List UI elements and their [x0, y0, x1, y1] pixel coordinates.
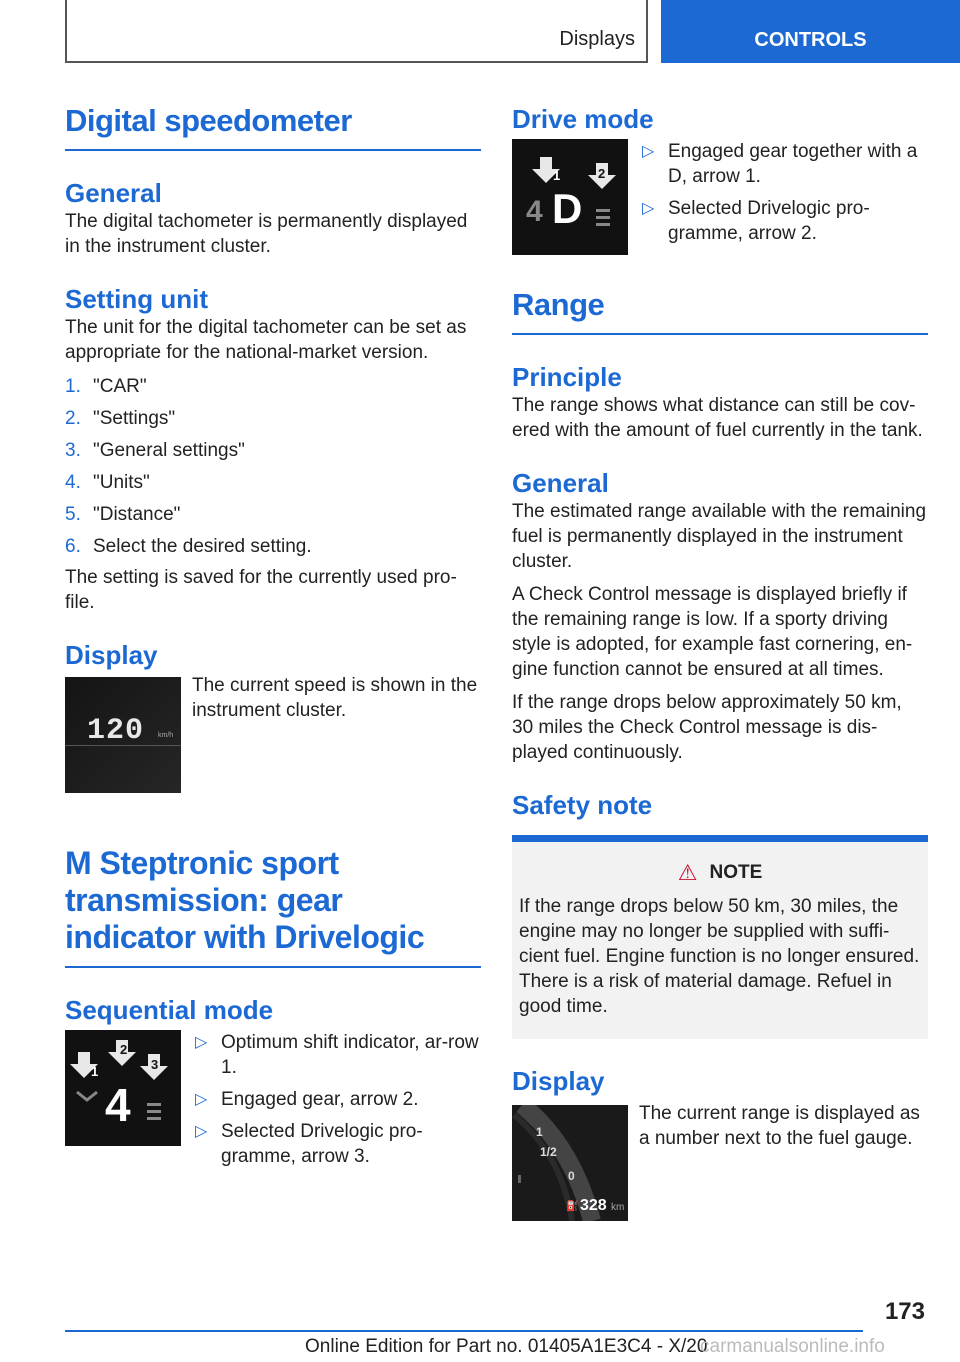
- step-text: Select the desired setting.: [93, 536, 312, 557]
- footer-watermark[interactable]: carmanualsonline.info: [700, 1336, 885, 1357]
- list-item: [65, 467, 481, 499]
- digital-speedometer-title: Digital speedometer: [65, 95, 481, 151]
- range-general-paragraph-3: If the range drops below approximately 50 km, 30 miles the Check Control message is dis‐played continuously.: [512, 692, 902, 763]
- display-heading: Display: [65, 640, 158, 670]
- list-item: [65, 531, 481, 563]
- principle-heading: Principle: [512, 362, 622, 392]
- left-column: [65, 95, 481, 1176]
- step-number: 1.: [65, 376, 81, 397]
- note-top-bar: [512, 835, 928, 842]
- general-paragraph: The digital tachometer is permanently displayed in the instrument cluster.: [65, 211, 468, 257]
- arrow-label-1: 1: [553, 168, 561, 183]
- drive-mode-figure-row: [512, 139, 928, 255]
- drive-mode-letter: D: [552, 185, 583, 232]
- note-box: [512, 842, 928, 1039]
- bullet-text: Optimum shift indicator, ar‐row 1.: [221, 1032, 479, 1078]
- display-paragraph: The current speed is shown in the instrument cluster.: [192, 675, 478, 721]
- triangle-bullet-icon: ▷: [642, 143, 655, 160]
- list-item: [65, 435, 481, 467]
- sequential-mode-heading: Sequential mode: [65, 995, 274, 1025]
- list-item: [65, 371, 481, 403]
- step-number: 3.: [65, 440, 81, 461]
- step-text: "CAR": [93, 376, 147, 397]
- range-display-figure-row: [512, 1105, 928, 1221]
- triangle-bullet-icon: ▷: [195, 1123, 208, 1140]
- drive-mode-image: [512, 139, 628, 255]
- arrow-label-1: 1: [91, 1064, 99, 1079]
- footer-edition: Online Edition for Part no. 01405A1E3C4 - X/20: [305, 1336, 708, 1357]
- gear-number: 4: [526, 195, 543, 228]
- header-section: Displays: [559, 28, 635, 50]
- step-number: 2.: [65, 408, 81, 429]
- sequential-gear-image: [65, 1030, 181, 1146]
- step-text: "Units": [93, 472, 150, 493]
- safety-note-heading: Safety note: [512, 790, 653, 820]
- arrow-label-2: 2: [120, 1042, 128, 1057]
- speed-unit: km/h: [158, 732, 174, 739]
- footer-divider: [65, 1330, 863, 1332]
- triangle-bullet-icon: ▷: [642, 200, 655, 217]
- step-number: 4.: [65, 472, 81, 493]
- range-title: Range: [512, 279, 928, 335]
- fuel-gauge-image: [512, 1105, 628, 1221]
- m-steptronic-title: M Steptronic sport transmission: gear indicator with Drivelogic: [65, 837, 481, 968]
- speed-display-image: [65, 677, 181, 793]
- step-text: "Settings": [93, 408, 176, 429]
- range-display-heading: Display: [512, 1066, 605, 1096]
- principle-paragraph: The range shows what distance can still be cov‐ered with the amount of fuel currently in the tank.: [512, 395, 923, 441]
- arrow-label-3: 3: [151, 1057, 159, 1072]
- triangle-bullet-icon: ▷: [195, 1091, 208, 1108]
- bullet-text: Engaged gear, arrow 2.: [221, 1089, 419, 1110]
- sequential-bullets: [192, 1030, 481, 1176]
- setting-unit-paragraph: The unit for the digital tachometer can be set as appropriate for the national-market version.: [65, 317, 467, 363]
- list-item: [639, 139, 928, 189]
- page-number: 173: [884, 1298, 925, 1325]
- range-value: 328: [580, 1197, 607, 1214]
- sequential-figure-row: [65, 1030, 481, 1176]
- warning-triangle-icon: ⚠: [677, 860, 698, 885]
- note-text: If the range drops below 50 km, 30 miles, the engine may no longer be supplied with suffi‐cient fuel. Engine function is no longer ensured. There is a risk of material damage. Refuel in good time.: [519, 896, 920, 1017]
- arrow-label-2: 2: [598, 166, 606, 181]
- range-unit: km: [611, 1202, 625, 1213]
- speed-value: 120: [87, 714, 145, 748]
- bullet-text: Selected Drivelogic pro‐gramme, arrow 3.: [221, 1121, 423, 1167]
- drive-mode-bullets: [639, 139, 928, 253]
- list-item: [192, 1087, 481, 1112]
- list-item: [639, 196, 928, 246]
- right-column: [512, 103, 928, 1221]
- bullet-text: Engaged gear together with a D, arrow 1.: [668, 141, 918, 187]
- range-general-paragraph-2: A Check Control message is displayed briefly if the remaining range is low. If a sporty driving style is adopted, for example fast cornering, en‐gine function cannot be ensured at all times.: [512, 584, 913, 680]
- range-general-paragraph-1: The estimated range available with the remaining fuel is permanently displayed in the instrument cluster.: [512, 501, 927, 572]
- bullet-text: Selected Drivelogic pro‐gramme, arrow 2.: [668, 198, 870, 244]
- setting-unit-heading: Setting unit: [65, 284, 208, 314]
- list-item: [192, 1119, 481, 1169]
- gear-number: 4: [105, 1079, 131, 1131]
- display-figure-row: [65, 677, 481, 793]
- setting-saved-paragraph: The setting is saved for the currently used pro‐file.: [65, 567, 457, 613]
- range-display-paragraph: The current range is displayed as a number next to the fuel gauge.: [639, 1103, 920, 1149]
- step-number: 5.: [65, 504, 81, 525]
- step-text: "Distance": [93, 504, 181, 525]
- header-chapter-tab[interactable]: CONTROLS: [661, 0, 960, 63]
- setting-steps-list: [65, 371, 481, 563]
- general-heading: General: [65, 178, 162, 208]
- note-header: [519, 860, 921, 886]
- drive-mode-heading: Drive mode: [512, 104, 654, 134]
- fuel-mark-full: 1: [536, 1125, 543, 1139]
- list-item: [192, 1030, 481, 1080]
- list-item: [65, 403, 481, 435]
- range-general-heading: General: [512, 468, 609, 498]
- triangle-bullet-icon: ▷: [195, 1034, 208, 1051]
- note-label: NOTE: [709, 862, 763, 883]
- fuel-mark-half: 1/2: [540, 1145, 557, 1159]
- fuel-pump-icon: ⛽: [566, 1201, 579, 1212]
- step-number: 6.: [65, 536, 81, 557]
- list-item: [65, 499, 481, 531]
- fuel-mark-empty: 0: [568, 1169, 575, 1183]
- step-text: "General settings": [93, 440, 245, 461]
